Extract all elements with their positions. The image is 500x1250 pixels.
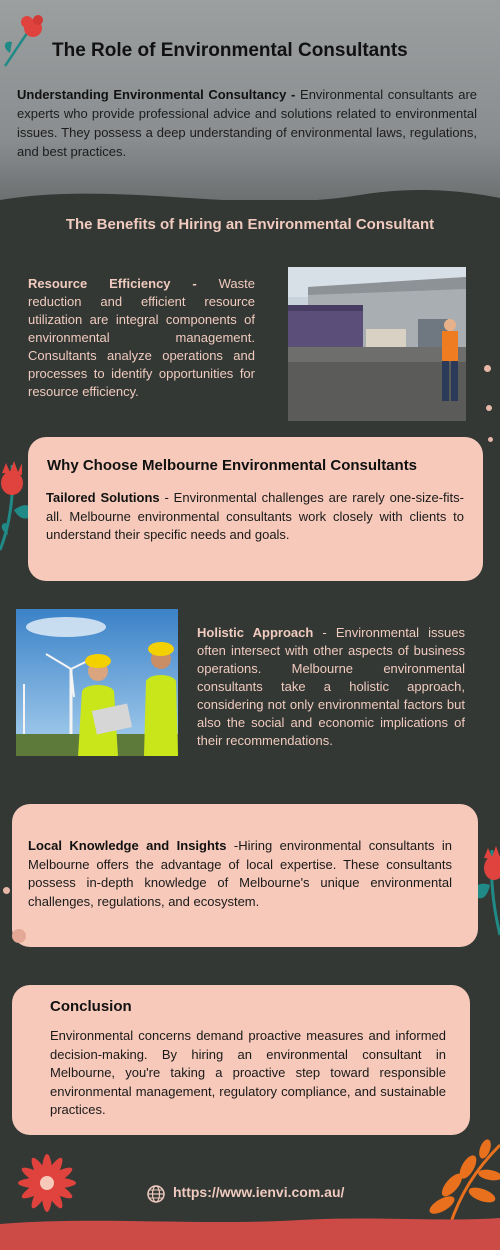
decorative-dot xyxy=(488,437,493,442)
conclusion-paragraph: Environmental concerns demand proactive measures and informed decision-making. By hiring an environmental consultant in Melbourne, you're taking a proactive step toward responsible environmental management, regulatory compliance, and sustainable practices. xyxy=(50,1028,446,1117)
why-choose-title: Why Choose Melbourne Environmental Consultants xyxy=(47,457,418,474)
why-choose-card xyxy=(28,437,483,581)
resource-text: Waste reduction and efficient resource utilization are integral components of environmental management. Consultants analyze operations and processes to identify opportunities for resource efficiency. xyxy=(28,276,255,399)
decorative-dot xyxy=(3,887,10,894)
engineers-wind-turbine-photo xyxy=(16,609,178,756)
intro-text: Environmental consultants are experts who provide professional advice and solutions related to environmental issues. They possess a deep understanding of environmental laws, regulations, and best practices. xyxy=(17,87,477,159)
local-knowledge-card xyxy=(12,804,478,947)
globe-icon xyxy=(147,1185,165,1203)
holistic-heading: Holistic Approach xyxy=(197,625,314,640)
footer-band xyxy=(0,1212,500,1250)
tailored-text: - Environmental challenges are rarely one-size-fits-all. Melbourne environmental consultants work closely with clients to understand their specific needs and goals. xyxy=(46,490,464,542)
red-flower-icon xyxy=(16,1152,78,1214)
decorative-dot xyxy=(486,405,492,411)
decorative-dot xyxy=(12,929,26,943)
local-heading: Local Knowledge and Insights xyxy=(28,838,227,853)
resource-heading: Resource Efficiency - xyxy=(28,276,197,291)
header-wave-divider xyxy=(0,180,500,220)
holistic-text: - Environmental issues often intersect with other aspects of business operations. Melbourne environmental consultants take a holistic approach, considering not only environmental factors but also the social and economic implications of their recommendations. xyxy=(197,625,465,748)
holistic-approach-paragraph xyxy=(197,624,465,750)
page-title: The Role of Environmental Consultants xyxy=(52,40,408,61)
conclusion-card xyxy=(12,985,470,1135)
resource-efficiency-paragraph xyxy=(28,275,255,401)
intro-paragraph xyxy=(17,85,477,161)
tailored-solutions-paragraph xyxy=(46,489,464,545)
website-link[interactable]: https://www.ienvi.com.au/ xyxy=(173,1184,345,1200)
flower-decoration-icon xyxy=(0,8,50,68)
intro-heading: Understanding Environmental Consultancy - xyxy=(17,87,296,102)
local-text: -Hiring environmental consultants in Melbourne offers the advantage of local expertise. These consultants possess in-depth knowledge of Melbourne's unique environmental challenges, regulations, and ecosystem. xyxy=(28,838,452,909)
conclusion-title: Conclusion xyxy=(50,998,132,1015)
decorative-dot xyxy=(484,365,491,372)
tailored-heading: Tailored Solutions xyxy=(46,490,160,505)
benefits-title: The Benefits of Hiring an Environmental Consultant xyxy=(65,216,435,233)
local-knowledge-paragraph xyxy=(28,837,452,911)
warehouse-worker-photo xyxy=(288,267,466,421)
